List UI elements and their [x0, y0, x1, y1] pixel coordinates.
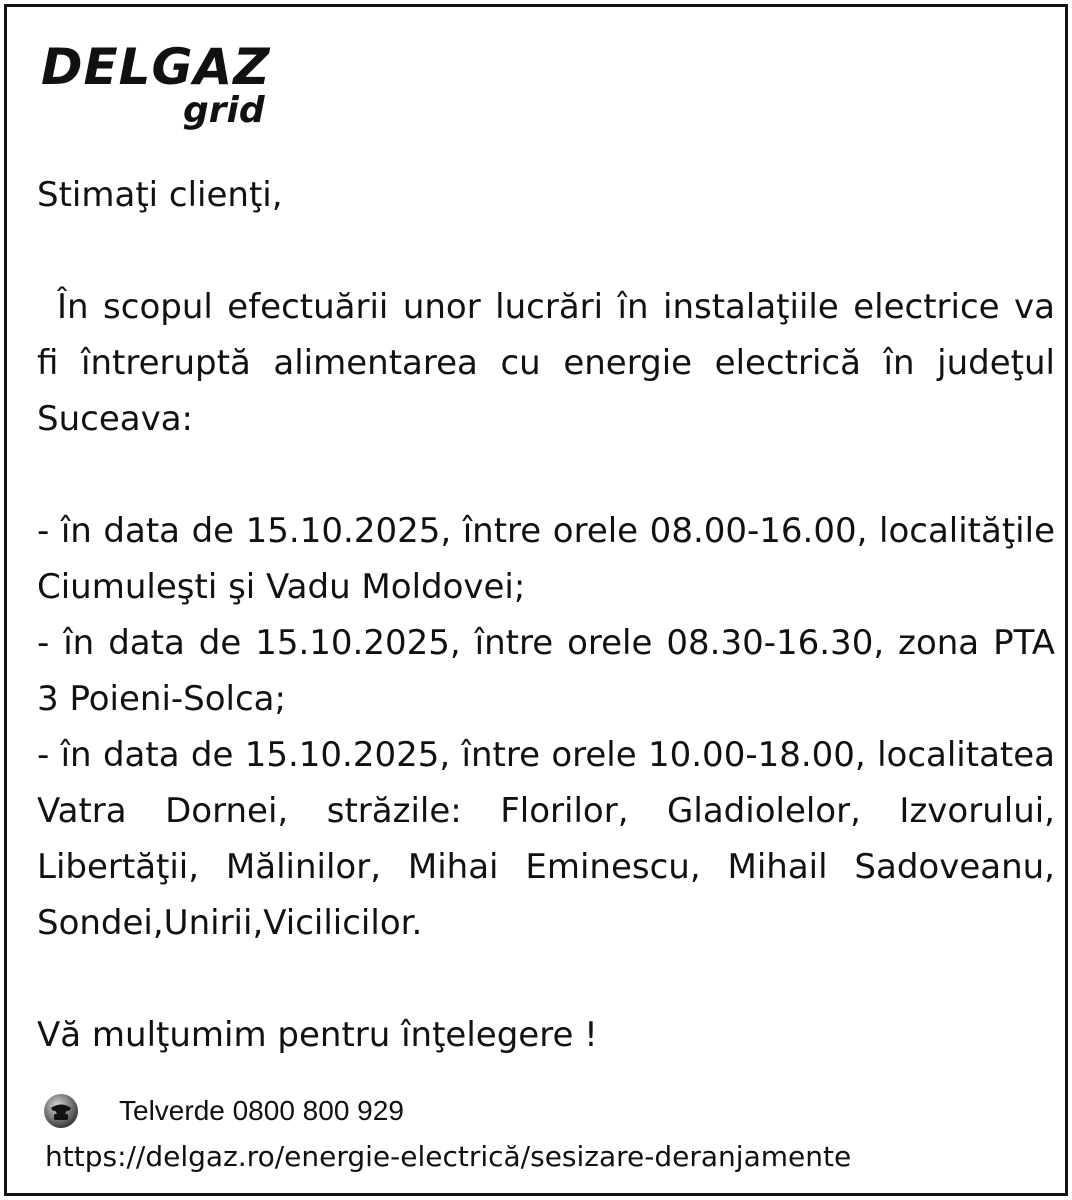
telephone-icon [43, 1093, 79, 1129]
outage-item: - în data de 15.10.2025, între orele 08.00-16.00, localităţile Ciumuleşti şi Vadu Moldovei; [37, 511, 1055, 607]
closing-text: Vă mulţumim pentru înţelegere ! [37, 1015, 598, 1055]
delgaz-logo [41, 37, 281, 137]
intro-paragraph [37, 279, 1055, 447]
logo-sub-text: grid [183, 90, 265, 131]
outage-item: - în data de 15.10.2025, între orele 10.00-18.00, localitatea Vatra Dornei, străzile: Florilor, Gladiolelor, Izvorului, Libertăţii, Mălinilor, Mihai Eminescu, Mihail Sadoveanu, Sondei,Unirii,Vicilicilor. [37, 735, 1055, 943]
notice-frame [4, 4, 1068, 1196]
website-link[interactable]: https://delgaz.ro/energie-electrică/sesizare-deranjamente [45, 1140, 852, 1173]
intro-text: În scopul efectuării unor lucrări în instalaţiile electrice va fi întreruptă alimentarea cu energie electrică în judeţul Suceava: [37, 287, 1055, 439]
greeting: Stimaţi clienţi, [37, 175, 283, 215]
outage-item: - în data de 15.10.2025, între orele 08.30-16.30, zona PTA 3 Poieni-Solca; [37, 623, 1055, 719]
logo-brand-text: DELGAZ [41, 38, 271, 96]
outage-list [37, 503, 1055, 951]
phone-text: Telverde 0800 800 929 [119, 1095, 404, 1126]
